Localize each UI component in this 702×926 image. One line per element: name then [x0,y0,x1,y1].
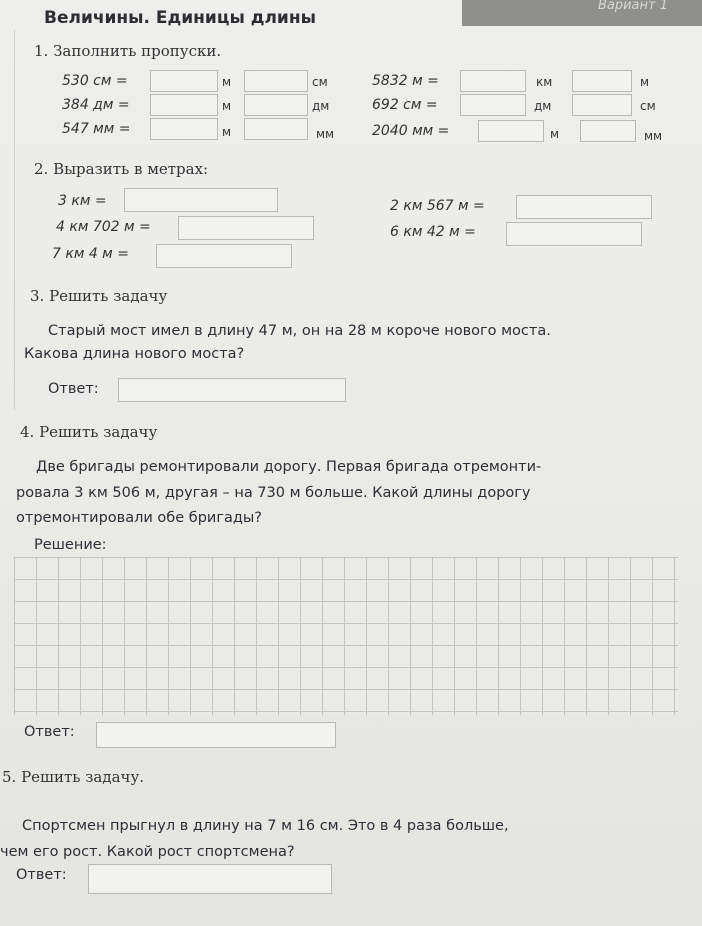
task5-answer-label: Ответ: [16,867,67,883]
task1-row3-right-input1[interactable] [478,120,544,142]
task4-answer-label: Ответ: [24,724,75,740]
task3-answer-label: Ответ: [48,381,99,397]
task1-row2-left-input1[interactable] [150,94,218,116]
task5-text-line1: Спортсмен прыгнул в длину на 7 м 16 см. Это в 4 раза больше, [22,818,509,834]
task1-row3-right-unit2: мм [644,129,663,143]
task1-row1-left-input1[interactable] [150,70,218,92]
task2-item-6km42m: 6 км 42 м = [390,224,476,240]
margin-line [14,30,15,410]
task1-row1-left-input2[interactable] [244,70,308,92]
task1-row1-right-input1[interactable] [460,70,526,92]
task1-row2-right-input1[interactable] [460,94,526,116]
task1-row1-right-unit1: км [536,75,553,89]
variant-label: Вариант 1 [597,0,668,13]
task2-item-4km702m: 4 км 702 м = [56,219,151,235]
task1-row1-right-expr: 5832 м = [372,73,439,89]
task2-item-7km4m: 7 км 4 м = [52,246,129,262]
task4-heading: 4. Решить задачу [20,423,158,441]
task3-text-line1: Старый мост имел в длину 47 м, он на 28 м короче нового моста. [48,323,551,339]
task4-answer-input[interactable] [96,722,336,748]
task1-heading: 1. Заполнить пропуски. [34,42,222,60]
task2-input-3km[interactable] [124,188,278,212]
task1-row2-left-unit2: дм [312,99,330,113]
task2-input-4km702m[interactable] [178,216,314,240]
task1-row3-left-input1[interactable] [150,118,218,140]
task1-row3-left-expr: 547 мм = [62,121,131,137]
task1-row2-right-unit2: см [640,99,656,113]
task3-heading: 3. Решить задачу [30,287,168,305]
task2-input-2km567m[interactable] [516,195,652,219]
task1-row3-left-unit1: м [222,125,232,139]
task4-solution-label: Решение: [34,537,107,553]
task2-input-7km4m[interactable] [156,244,292,268]
task1-row2-right-input2[interactable] [572,94,632,116]
task2-item-2km567m: 2 км 567 м = [390,198,485,214]
task5-answer-input[interactable] [88,864,332,894]
task3-text-line2: Какова длина нового моста? [24,346,245,362]
task1-row2-right-unit1: дм [534,99,552,113]
task1-row1-right-unit2: м [640,75,650,89]
task1-row1-right-input2[interactable] [572,70,632,92]
task2-input-6km42m[interactable] [506,222,642,246]
task3-answer-input[interactable] [118,378,346,402]
task1-row3-right-input2[interactable] [580,120,636,142]
worksheet-title: Величины. Единицы длины [44,8,316,28]
task4-solution-grid[interactable] [14,557,678,715]
task5-heading: 5. Решить задачу. [2,768,145,786]
task4-text-line1: Две бригады ремонтировали дорогу. Первая бригада отремонти- [36,459,542,475]
task1-row3-left-unit2: мм [316,127,335,141]
task1-row2-left-input2[interactable] [244,94,308,116]
task1-row2-left-expr: 384 дм = [62,97,130,113]
task1-row3-right-unit1: м [550,127,560,141]
task1-row1-left-unit2: см [312,75,328,89]
task1-row3-right-expr: 2040 мм = [372,123,450,139]
task1-row2-left-unit1: м [222,99,232,113]
task5-text-line2: чем его рост. Какой рост спортсмена? [0,844,295,860]
task1-row2-right-expr: 692 см = [372,97,438,113]
variant-badge [462,0,702,26]
task1-row3-left-input2[interactable] [244,118,308,140]
task4-text-line3: отремонтировали обе бригады? [16,510,262,526]
task4-text-line2: ровала 3 км 506 м, другая – на 730 м больше. Какой длины дорогу [16,485,531,501]
task1-row1-left-unit1: м [222,75,232,89]
task2-heading: 2. Выразить в метрах: [34,160,209,178]
task2-item-3km: 3 км = [58,193,107,209]
task1-row1-left-expr: 530 см = [62,73,128,89]
